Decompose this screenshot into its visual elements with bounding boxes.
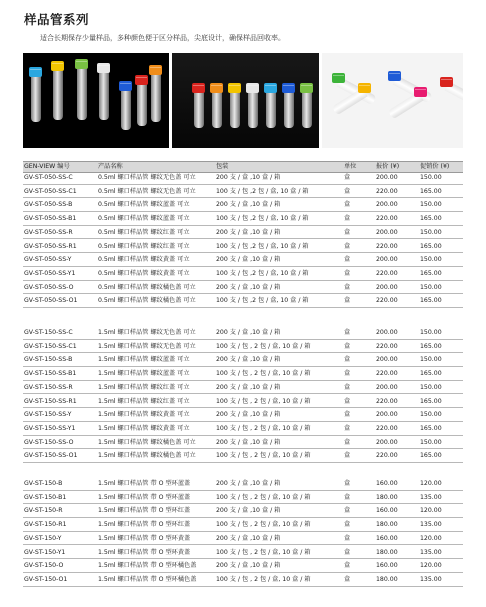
product-photo-tubes-lying <box>322 53 463 148</box>
cell-pack: 200 支 / 盒 ,10 盒 / 箱 <box>216 507 281 515</box>
cell-pack: 100 支 / 包 ,2 包 / 盒, 10 盒 / 箱 <box>216 269 309 277</box>
table-row <box>23 240 463 254</box>
cell-code: GV-ST-150-SS-R <box>24 383 73 391</box>
table-row <box>23 422 463 436</box>
cell-promo: 165.00 <box>420 242 442 250</box>
sample-tube <box>137 84 147 126</box>
table-row <box>23 281 463 295</box>
cell-name: 1.5ml 螺口样品管 螺纹黄盖 可立 <box>98 424 190 432</box>
cell-name: 0.5ml 螺口样品管 螺纹红盖 可立 <box>98 228 190 236</box>
cell-unit: 盒 <box>344 297 351 305</box>
cell-price: 180.00 <box>376 493 398 501</box>
cell-promo: 120.00 <box>420 534 442 542</box>
cell-unit: 盒 <box>344 575 351 583</box>
sample-tube <box>31 76 41 122</box>
cell-code: GV-ST-150-SS-C <box>24 329 73 336</box>
cell-price: 180.00 <box>376 548 398 556</box>
cell-name: 1.5ml 螺口样品管 螺纹红盖 可立 <box>98 383 190 391</box>
cell-name: 0.5ml 螺口样品管 螺纹无色盖 可立 <box>98 187 196 195</box>
cell-price: 200.00 <box>376 256 398 264</box>
tube-cap <box>149 65 162 75</box>
cell-price: 200.00 <box>376 283 398 291</box>
cell-code: GV-ST-150-O1 <box>24 575 68 583</box>
cell-promo: 150.00 <box>420 201 442 209</box>
cell-code: GV-ST-050-SS-O1 <box>24 297 78 305</box>
header-unit: 单位 <box>344 163 357 170</box>
cell-promo: 165.00 <box>420 452 442 460</box>
cell-price: 200.00 <box>376 174 398 181</box>
cell-price: 220.00 <box>376 397 398 405</box>
cell-promo: 150.00 <box>420 256 442 264</box>
sample-tube <box>212 92 222 128</box>
cell-pack: 100 支 / 包 ,2 包 / 盒, 10 盒 / 箱 <box>216 187 309 195</box>
page-subtitle: 适合长期保存少量样品，多种颜色便于区分样品，尖底设计，确保样品回收率。 <box>40 34 285 42</box>
product-photo-tubes-standing <box>23 53 169 148</box>
cell-promo: 150.00 <box>420 283 442 291</box>
cell-name: 1.5ml 螺口样品管 带 O 型环黄盖 <box>98 548 191 556</box>
cell-promo: 165.00 <box>420 297 442 305</box>
tube-cap <box>119 81 132 91</box>
table-row <box>23 491 463 505</box>
cell-unit: 盒 <box>344 329 351 336</box>
cell-name: 1.5ml 螺口样品管 螺纹橘色盖 可立 <box>98 452 196 460</box>
cell-unit: 盒 <box>344 411 351 419</box>
cell-pack: 100 支 / 包 , 2 包 / 盒, 10 盒 / 箱 <box>216 493 311 501</box>
cell-unit: 盒 <box>344 228 351 236</box>
table-row <box>23 573 463 587</box>
cell-code: GV-ST-150-SS-Y <box>24 411 72 419</box>
table-row <box>23 532 463 546</box>
sample-tube <box>266 92 276 128</box>
table-row <box>23 212 463 226</box>
cell-unit: 盒 <box>344 438 351 446</box>
cell-unit: 盒 <box>344 342 351 350</box>
cell-promo: 150.00 <box>420 438 442 446</box>
cell-code: GV-ST-050-SS-C1 <box>24 187 77 195</box>
cell-promo: 165.00 <box>420 215 442 223</box>
cell-name: 0.5ml 螺口样品管 螺纹黄盖 可立 <box>98 269 190 277</box>
cell-price: 220.00 <box>376 215 398 223</box>
cell-price: 220.00 <box>376 242 398 250</box>
tube-cap <box>332 73 345 83</box>
tube-cap <box>75 59 88 69</box>
cell-price: 220.00 <box>376 297 398 305</box>
cell-unit: 盒 <box>344 256 351 264</box>
table-row <box>23 546 463 560</box>
cell-name: 0.5ml 螺口样品管 螺纹橘色盖 可立 <box>98 283 196 291</box>
table-row <box>23 408 463 422</box>
cell-name: 1.5ml 螺口样品管 螺纹黄盖 可立 <box>98 411 190 419</box>
cell-unit: 盒 <box>344 201 351 209</box>
table-row <box>23 367 463 381</box>
table-row <box>23 504 463 518</box>
sample-tube <box>230 92 240 128</box>
cell-name: 1.5ml 螺口样品管 螺纹蓝盖 可立 <box>98 370 190 378</box>
cell-promo: 165.00 <box>420 424 442 432</box>
cell-pack: 100 支 / 包 ,2 包 / 盒, 10 盒 / 箱 <box>216 242 309 250</box>
tube-cap <box>388 71 401 81</box>
sample-tube <box>284 92 294 128</box>
cell-name: 1.5ml 螺口样品管 螺纹蓝盖 可立 <box>98 356 190 364</box>
header-promo: 促销价 (¥) <box>420 163 450 170</box>
tube-cap <box>135 75 148 85</box>
cell-code: GV-ST-050-SS-Y1 <box>24 269 76 277</box>
cell-pack: 200 支 / 盒 ,10 盒 / 箱 <box>216 201 281 209</box>
table-row <box>23 477 463 491</box>
cell-price: 160.00 <box>376 534 398 542</box>
cell-code: GV-ST-150-SS-O1 <box>24 452 78 460</box>
cell-code: GV-ST-150-SS-B1 <box>24 370 77 378</box>
sample-tube <box>53 70 63 120</box>
table-row <box>23 395 463 409</box>
cell-price: 220.00 <box>376 370 398 378</box>
cell-unit: 盒 <box>344 480 351 487</box>
cell-pack: 100 支 / 包 , 2 包 / 盒, 10 盒 / 箱 <box>216 575 311 583</box>
cell-unit: 盒 <box>344 187 351 195</box>
cell-code: GV-ST-050-SS-R <box>24 228 73 236</box>
table-row <box>23 353 463 367</box>
tube-cap <box>358 83 371 93</box>
cell-promo: 135.00 <box>420 575 442 583</box>
cell-price: 220.00 <box>376 424 398 432</box>
cell-unit: 盒 <box>344 534 351 542</box>
cell-pack: 200 支 / 盒 ,10 盒 / 箱 <box>216 562 281 570</box>
header-code: GEN-VIEW 编号 <box>24 163 70 170</box>
cell-name: 0.5ml 螺口样品管 螺纹橘色盖 可立 <box>98 297 196 305</box>
table-row <box>23 340 463 354</box>
cell-pack: 100 支 / 包 , 2 包 / 盒, 10 盒 / 箱 <box>216 452 311 460</box>
cell-name: 0.5ml 螺口样品管 螺纹蓝盖 可立 <box>98 201 190 209</box>
cell-pack: 100 支 / 包 , 2 包 / 盒, 10 盒 / 箱 <box>216 397 311 405</box>
cell-code: GV-ST-150-R <box>24 507 63 515</box>
cell-promo: 165.00 <box>420 187 442 195</box>
tube-cap <box>192 83 205 93</box>
cell-name: 1.5ml 螺口样品管 带 O 型环橘色盖 <box>98 562 197 570</box>
cell-name: 1.5ml 螺口样品管 带 O 型环红盖 <box>98 521 191 529</box>
cell-promo: 135.00 <box>420 521 442 529</box>
cell-code: GV-ST-150-SS-Y1 <box>24 424 76 432</box>
cell-pack: 200 支 / 盒 ,10 盒 / 箱 <box>216 228 281 236</box>
sample-tube <box>121 90 131 130</box>
sample-tube <box>302 92 312 128</box>
cell-pack: 100 支 / 包 , 2 包 / 盒, 10 盒 / 箱 <box>216 424 311 432</box>
cell-code: GV-ST-150-SS-O <box>24 438 74 446</box>
tube-cap <box>440 77 453 87</box>
tube-cap <box>51 61 64 71</box>
cell-promo: 150.00 <box>420 383 442 391</box>
cell-code: GV-ST-150-B <box>24 480 63 487</box>
cell-name: 0.5ml 螺口样品管 螺纹无色盖 可立 <box>98 174 196 181</box>
cell-unit: 盒 <box>344 397 351 405</box>
cell-price: 160.00 <box>376 562 398 570</box>
table-row <box>23 267 463 281</box>
cell-unit: 盒 <box>344 493 351 501</box>
cell-pack: 100 支 / 包 ,2 包 / 盒, 10 盒 / 箱 <box>216 297 309 305</box>
cell-promo: 165.00 <box>420 370 442 378</box>
table-row <box>23 171 463 185</box>
cell-pack: 200 支 / 盒 ,10 盒 / 箱 <box>216 356 281 364</box>
product-photo-tubes-row <box>172 53 319 148</box>
tube-cap <box>282 83 295 93</box>
cell-code: GV-ST-150-B1 <box>24 493 67 501</box>
cell-price: 200.00 <box>376 411 398 419</box>
table-row <box>23 518 463 532</box>
cell-price: 220.00 <box>376 452 398 460</box>
tube-cap <box>300 83 313 93</box>
cell-price: 200.00 <box>376 201 398 209</box>
cell-name: 1.5ml 螺口样品管 带 O 型环红盖 <box>98 507 191 515</box>
cell-pack: 200 支 / 盒 ,10 盒 / 箱 <box>216 329 281 336</box>
cell-promo: 150.00 <box>420 174 442 181</box>
cell-code: GV-ST-150-SS-B <box>24 356 73 364</box>
table-row <box>23 326 463 340</box>
cell-promo: 150.00 <box>420 356 442 364</box>
cell-price: 220.00 <box>376 342 398 350</box>
cell-pack: 100 支 / 包 , 2 包 / 盒, 10 盒 / 箱 <box>216 548 311 556</box>
tube-cap <box>97 63 110 73</box>
tube-cap <box>246 83 259 93</box>
cell-promo: 150.00 <box>420 228 442 236</box>
cell-promo: 120.00 <box>420 507 442 515</box>
cell-unit: 盒 <box>344 521 351 529</box>
tube-cap <box>210 83 223 93</box>
table-row <box>23 253 463 267</box>
page-title: 样品管系列 <box>24 12 90 27</box>
cell-code: GV-ST-050-SS-O <box>24 283 74 291</box>
cell-code: GV-ST-050-SS-C <box>24 174 73 181</box>
cell-code: GV-ST-150-Y <box>24 534 62 542</box>
cell-unit: 盒 <box>344 370 351 378</box>
cell-name: 1.5ml 螺口样品管 带 O 型环黄盖 <box>98 534 191 542</box>
cell-pack: 100 支 / 包 ,2 包 / 盒, 10 盒 / 箱 <box>216 215 309 223</box>
cell-price: 220.00 <box>376 269 398 277</box>
table-row <box>23 226 463 240</box>
cell-name: 0.5ml 螺口样品管 螺纹黄盖 可立 <box>98 256 190 264</box>
header-price: 报价 (¥) <box>376 163 400 170</box>
sample-tube <box>248 92 258 128</box>
cell-unit: 盒 <box>344 242 351 250</box>
cell-unit: 盒 <box>344 356 351 364</box>
cell-unit: 盒 <box>344 283 351 291</box>
cell-promo: 135.00 <box>420 493 442 501</box>
table-row <box>23 381 463 395</box>
cell-promo: 165.00 <box>420 342 442 350</box>
cell-name: 1.5ml 螺口样品管 带 O 型环蓝盖 <box>98 480 191 487</box>
cell-pack: 200 支 / 盒 ,10 盒 / 箱 <box>216 438 281 446</box>
cell-price: 200.00 <box>376 383 398 391</box>
cell-pack: 200 支 / 盒 ,10 盒 / 箱 <box>216 256 281 264</box>
cell-name: 1.5ml 螺口样品管 螺纹橘色盖 可立 <box>98 438 196 446</box>
table-row <box>23 294 463 308</box>
cell-price: 180.00 <box>376 521 398 529</box>
cell-promo: 165.00 <box>420 269 442 277</box>
header-pack: 包装 <box>216 163 229 170</box>
table-row <box>23 185 463 199</box>
cell-unit: 盒 <box>344 507 351 515</box>
sample-tube <box>99 72 109 120</box>
cell-pack: 100 支 / 包 , 2 包 / 盒, 10 盒 / 箱 <box>216 521 311 529</box>
cell-promo: 120.00 <box>420 562 442 570</box>
tube-cap <box>414 87 427 97</box>
cell-code: GV-ST-150-SS-C1 <box>24 342 77 350</box>
cell-price: 200.00 <box>376 329 398 336</box>
table-row <box>23 198 463 212</box>
cell-unit: 盒 <box>344 424 351 432</box>
cell-unit: 盒 <box>344 174 351 181</box>
cell-unit: 盒 <box>344 548 351 556</box>
table-row <box>23 559 463 573</box>
cell-pack: 100 支 / 包 , 2 包 / 盒, 10 盒 / 箱 <box>216 370 311 378</box>
cell-unit: 盒 <box>344 383 351 391</box>
cell-code: GV-ST-050-SS-R1 <box>24 242 77 250</box>
cell-pack: 200 支 / 盒 ,10 盒 / 箱 <box>216 174 281 181</box>
cell-pack: 100 支 / 包 , 2 包 / 盒, 10 盒 / 箱 <box>216 342 311 350</box>
cell-price: 200.00 <box>376 438 398 446</box>
cell-code: GV-ST-050-SS-Y <box>24 256 72 264</box>
sample-tube <box>151 74 161 122</box>
tube-cap <box>29 67 42 77</box>
cell-promo: 150.00 <box>420 411 442 419</box>
sample-tube <box>194 92 204 128</box>
cell-code: GV-ST-150-Y1 <box>24 548 66 556</box>
cell-name: 1.5ml 螺口样品管 螺纹红盖 可立 <box>98 397 190 405</box>
cell-unit: 盒 <box>344 562 351 570</box>
cell-price: 160.00 <box>376 480 398 487</box>
cell-name: 0.5ml 螺口样品管 螺纹红盖 可立 <box>98 242 190 250</box>
tube-cap <box>264 83 277 93</box>
cell-code: GV-ST-050-SS-B <box>24 201 73 209</box>
cell-price: 160.00 <box>376 507 398 515</box>
cell-price: 220.00 <box>376 187 398 195</box>
cell-name: 0.5ml 螺口样品管 螺纹蓝盖 可立 <box>98 215 190 223</box>
cell-name: 1.5ml 螺口样品管 带 O 型环橘色盖 <box>98 575 197 583</box>
cell-code: GV-ST-150-O <box>24 562 64 570</box>
cell-name: 1.5ml 螺口样品管 螺纹无色盖 可立 <box>98 342 196 350</box>
cell-promo: 135.00 <box>420 548 442 556</box>
cell-pack: 200 支 / 盒 ,10 盒 / 箱 <box>216 411 281 419</box>
cell-price: 200.00 <box>376 356 398 364</box>
sample-tube <box>77 68 87 120</box>
cell-pack: 200 支 / 盒 ,10 盒 / 箱 <box>216 534 281 542</box>
tube-cap <box>228 83 241 93</box>
cell-unit: 盒 <box>344 452 351 460</box>
table-row <box>23 449 463 463</box>
cell-name: 1.5ml 螺口样品管 带 O 型环蓝盖 <box>98 493 191 501</box>
cell-unit: 盒 <box>344 215 351 223</box>
header-name: 产品名称 <box>98 163 123 170</box>
cell-pack: 200 支 / 盒 ,10 盒 / 箱 <box>216 480 281 487</box>
cell-promo: 150.00 <box>420 329 442 336</box>
cell-name: 1.5ml 螺口样品管 螺纹无色盖 可立 <box>98 329 196 336</box>
cell-pack: 200 支 / 盒 ,10 盒 / 箱 <box>216 383 281 391</box>
cell-code: GV-ST-150-SS-R1 <box>24 397 77 405</box>
table-row <box>23 436 463 450</box>
cell-price: 180.00 <box>376 575 398 583</box>
cell-promo: 120.00 <box>420 480 442 487</box>
cell-code: GV-ST-050-SS-B1 <box>24 215 77 223</box>
cell-pack: 200 支 / 盒 ,10 盒 / 箱 <box>216 283 281 291</box>
cell-code: GV-ST-150-R1 <box>24 521 67 529</box>
cell-unit: 盒 <box>344 269 351 277</box>
product-photos <box>23 53 463 148</box>
cell-price: 200.00 <box>376 228 398 236</box>
cell-promo: 165.00 <box>420 397 442 405</box>
